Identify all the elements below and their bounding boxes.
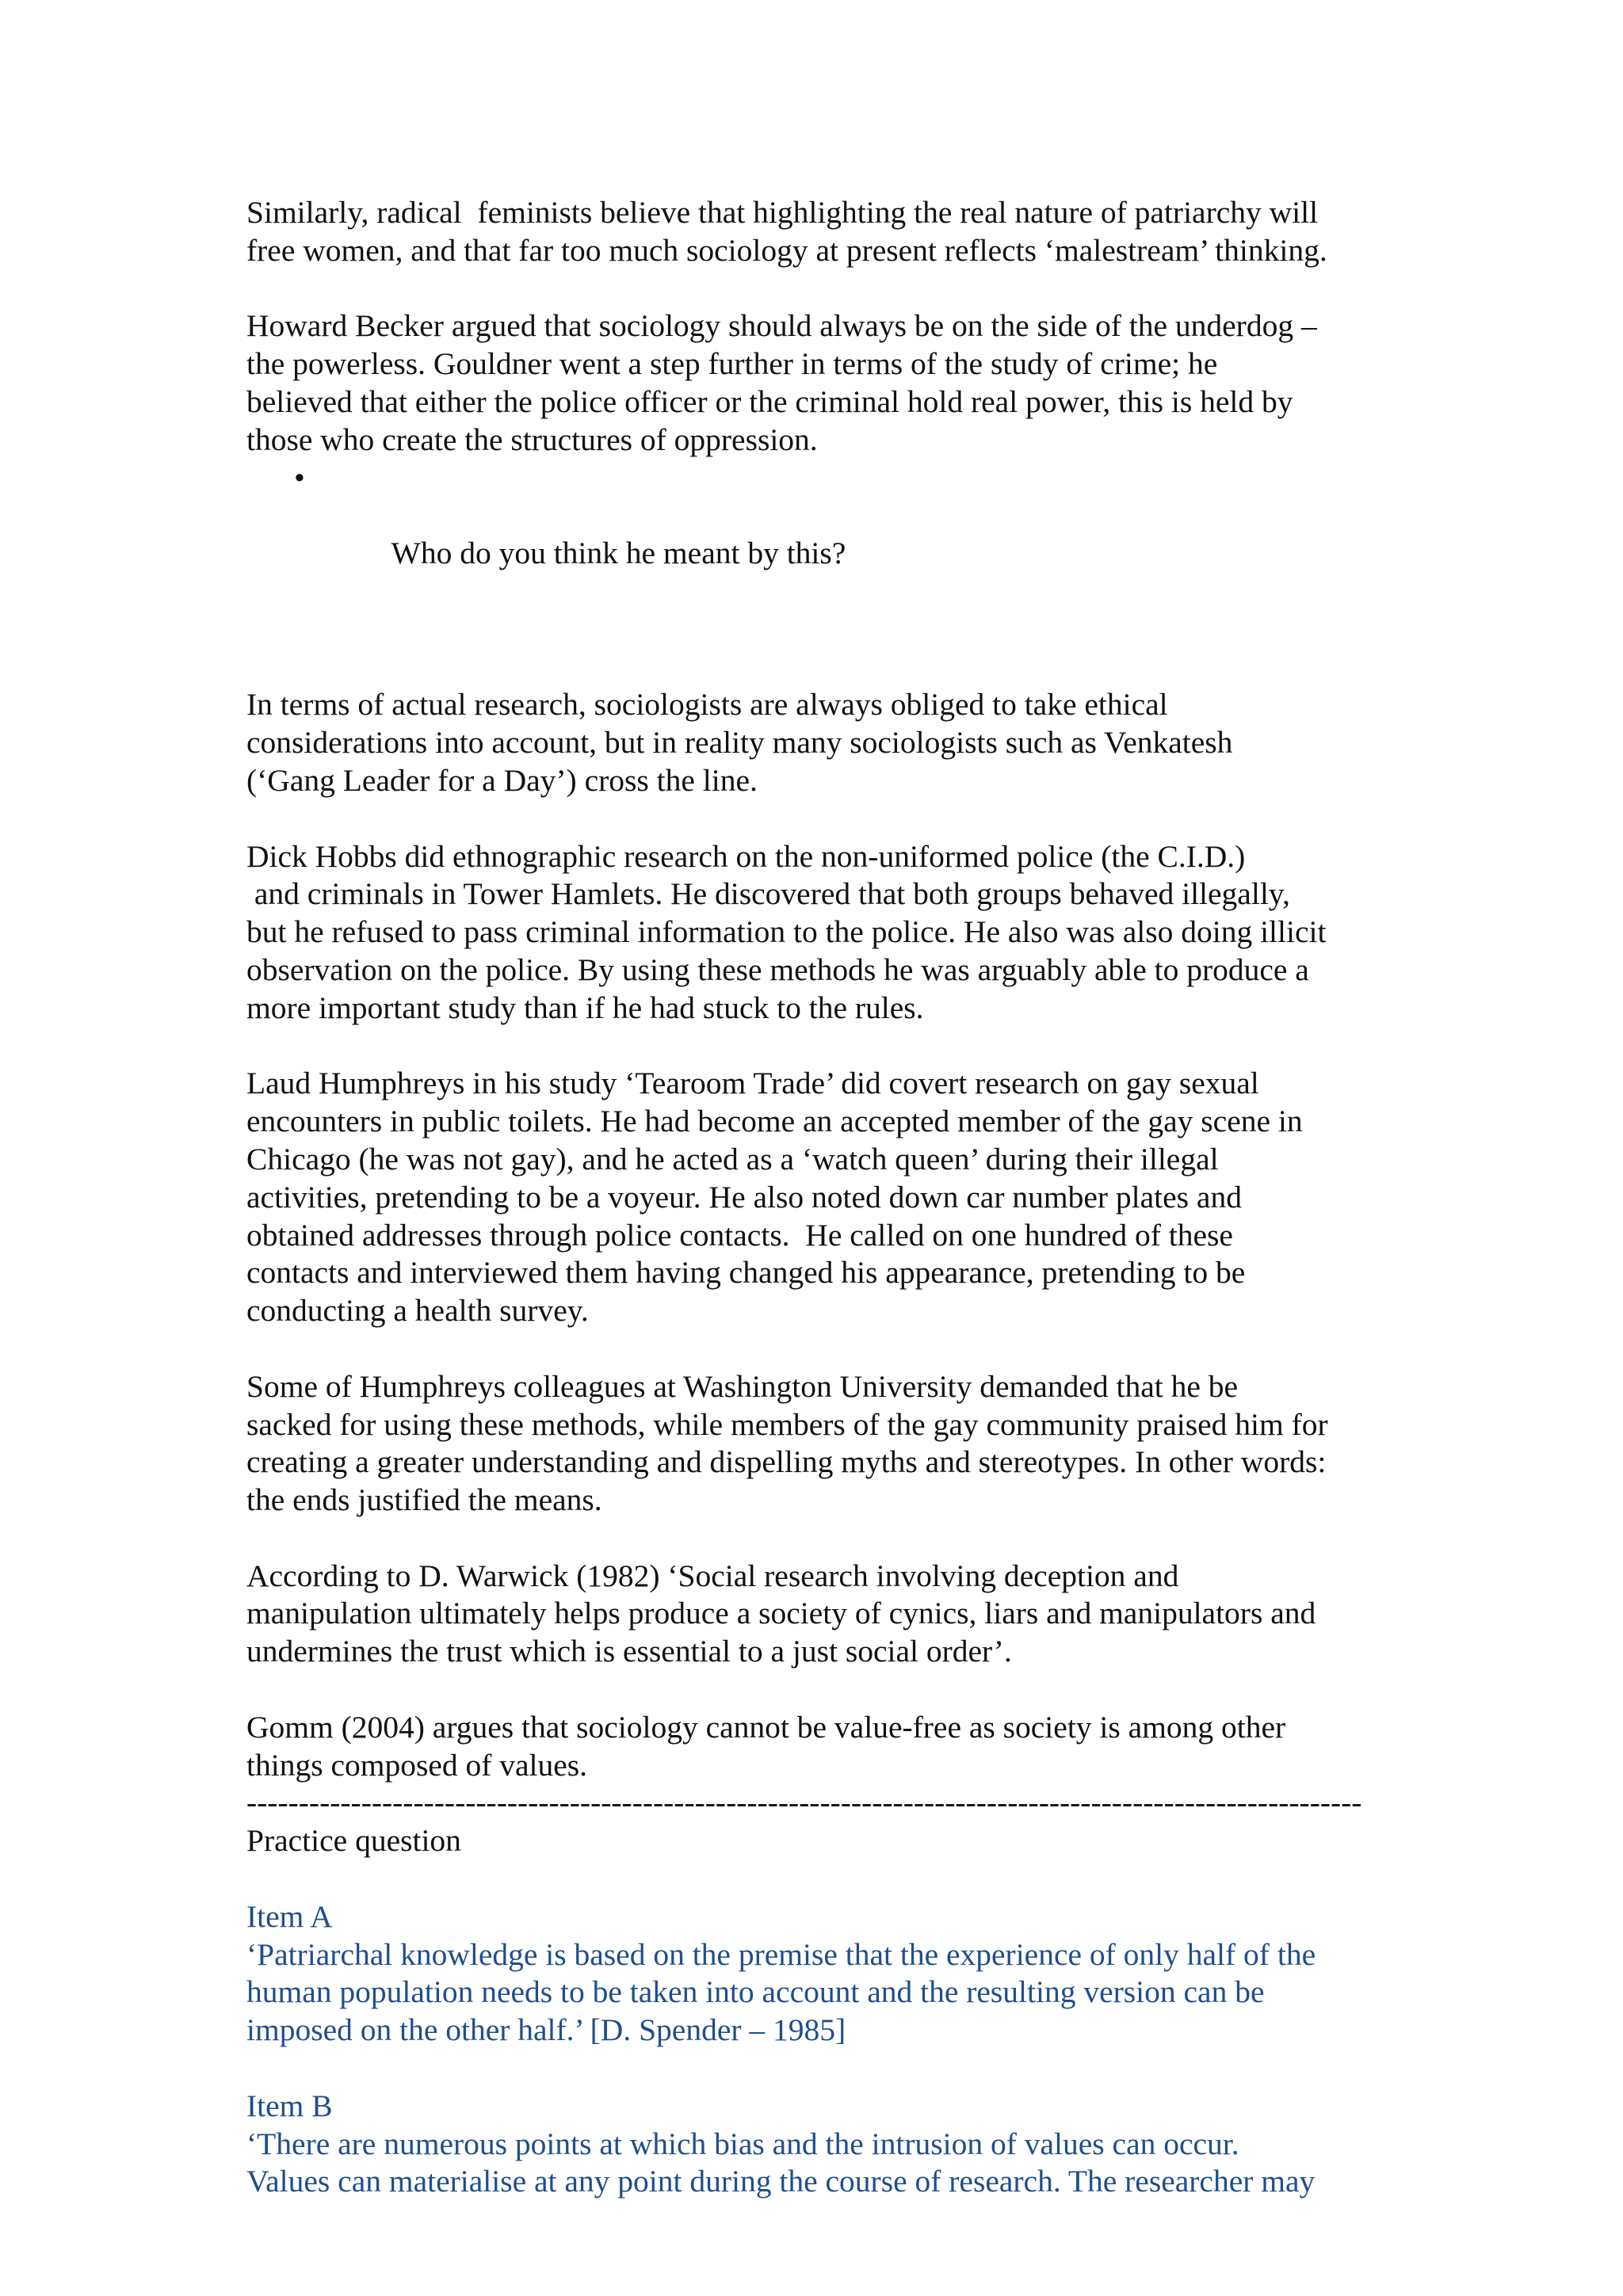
practice-question-heading — [246, 1822, 1388, 1860]
text-line: ‘There are numerous points at which bias and the intrusion of values can occur. — [246, 2126, 1239, 2161]
paragraph-gomm — [246, 1709, 1388, 1785]
item-label: Item B — [246, 2088, 333, 2123]
text-line: activities, pretending to be a voyeur. He also noted down car number plates and — [246, 1179, 1242, 1215]
item-label: Item A — [246, 1898, 333, 1934]
bullet-item — [246, 460, 1388, 611]
paragraph-radical-feminists — [246, 194, 1388, 270]
text-line: Gomm (2004) argues that sociology cannot be value-free as society is among other — [246, 1709, 1286, 1745]
dashed-divider: ----------------------------------------------------------------------------------------------------------- — [246, 1785, 1362, 1821]
text-line: (‘Gang Leader for a Day’) cross the line. — [246, 762, 758, 798]
text-line: Values can materialise at any point during the course of research. The researcher may — [246, 2164, 1316, 2199]
heading-text: Practice question — [246, 1823, 461, 1859]
paragraph-becker-gouldner — [246, 307, 1388, 459]
bullet-list — [246, 460, 1388, 611]
text-line: believed that either the police officer or the criminal hold real power, this is held by — [246, 383, 1293, 419]
text-line: According to D. Warwick (1982) ‘Social research involving deception and — [246, 1558, 1179, 1593]
text-line: considerations into account, but in reality many sociologists such as Venkatesh — [246, 725, 1233, 761]
section-separator — [246, 1784, 1388, 1822]
text-line: Some of Humphreys colleagues at Washington University demanded that he be — [246, 1368, 1239, 1404]
text-line: obtained addresses through police contacts. He called on one hundred of these — [246, 1217, 1233, 1253]
bullet-text: Who do you think he meant by this? — [391, 536, 846, 571]
text-line: the powerless. Gouldner went a step further in terms of the study of crime; he — [246, 346, 1218, 382]
text-line: human population needs to be taken into account and the resulting version can be — [246, 1974, 1265, 2010]
document-page — [246, 194, 1388, 2201]
text-line: In terms of actual research, sociologists are always obliged to take ethical — [246, 687, 1168, 723]
text-line: things composed of values. — [246, 1747, 588, 1783]
text-line: encounters in public toilets. He had become an accepted member of the gay scene in — [246, 1104, 1303, 1139]
bullet-icon: • — [294, 460, 305, 495]
paragraph-hobbs — [246, 838, 1388, 1028]
text-line: undermines the trust which is essential to a just social order’. — [246, 1634, 1012, 1669]
text-line: observation on the police. By using these methods he was arguably able to produce a — [246, 952, 1309, 987]
text-line: Howard Becker argued that sociology should always be on the side of the underdog – — [246, 308, 1317, 344]
text-line: the ends justified the means. — [246, 1482, 602, 1518]
paragraph-humphreys — [246, 1065, 1388, 1330]
text-line: those who create the structures of oppression. — [246, 421, 818, 457]
text-line: ‘Patriarchal knowledge is based on the premise that the experience of only half of the — [246, 1936, 1316, 1972]
paragraph-warwick — [246, 1558, 1388, 1671]
text-line: Chicago (he was not gay), and he acted as a ‘watch queen’ during their illegal — [246, 1141, 1219, 1177]
text-line: more important study than if he had stuck to the rules. — [246, 990, 924, 1025]
text-line: Similarly, radical feminists believe that highlighting the real nature of patriarchy will — [246, 195, 1319, 230]
text-line: Laud Humphreys in his study ‘Tearoom Trade’ did covert research on gay sexual — [246, 1066, 1259, 1101]
text-line: conducting a health survey. — [246, 1293, 589, 1329]
item-b — [246, 2088, 1388, 2201]
paragraph-ethics — [246, 686, 1388, 799]
text-line: creating a greater understanding and dispelling myths and stereotypes. In other words: — [246, 1444, 1327, 1480]
text-line: and criminals in Tower Hamlets. He discovered that both groups behaved illegally, — [246, 876, 1290, 912]
text-line: Dick Hobbs did ethnographic research on the non-uniformed police (the C.I.D.) — [246, 838, 1246, 874]
paragraph-humphreys-reaction — [246, 1368, 1388, 1520]
text-line: imposed on the other half.’ [D. Spender – 1985] — [246, 2012, 846, 2048]
item-a — [246, 1898, 1388, 2050]
text-line: contacts and interviewed them having changed his appearance, pretending to be — [246, 1255, 1246, 1291]
text-line: sacked for using these methods, while members of the gay community praised him for — [246, 1406, 1328, 1442]
text-line: free women, and that far too much sociology at present reflects ‘malestream’ thinking. — [246, 232, 1327, 268]
text-line: but he refused to pass criminal information to the police. He also was also doing illicit — [246, 914, 1327, 950]
text-line: manipulation ultimately helps produce a society of cynics, liars and manipulators and — [246, 1596, 1316, 1631]
